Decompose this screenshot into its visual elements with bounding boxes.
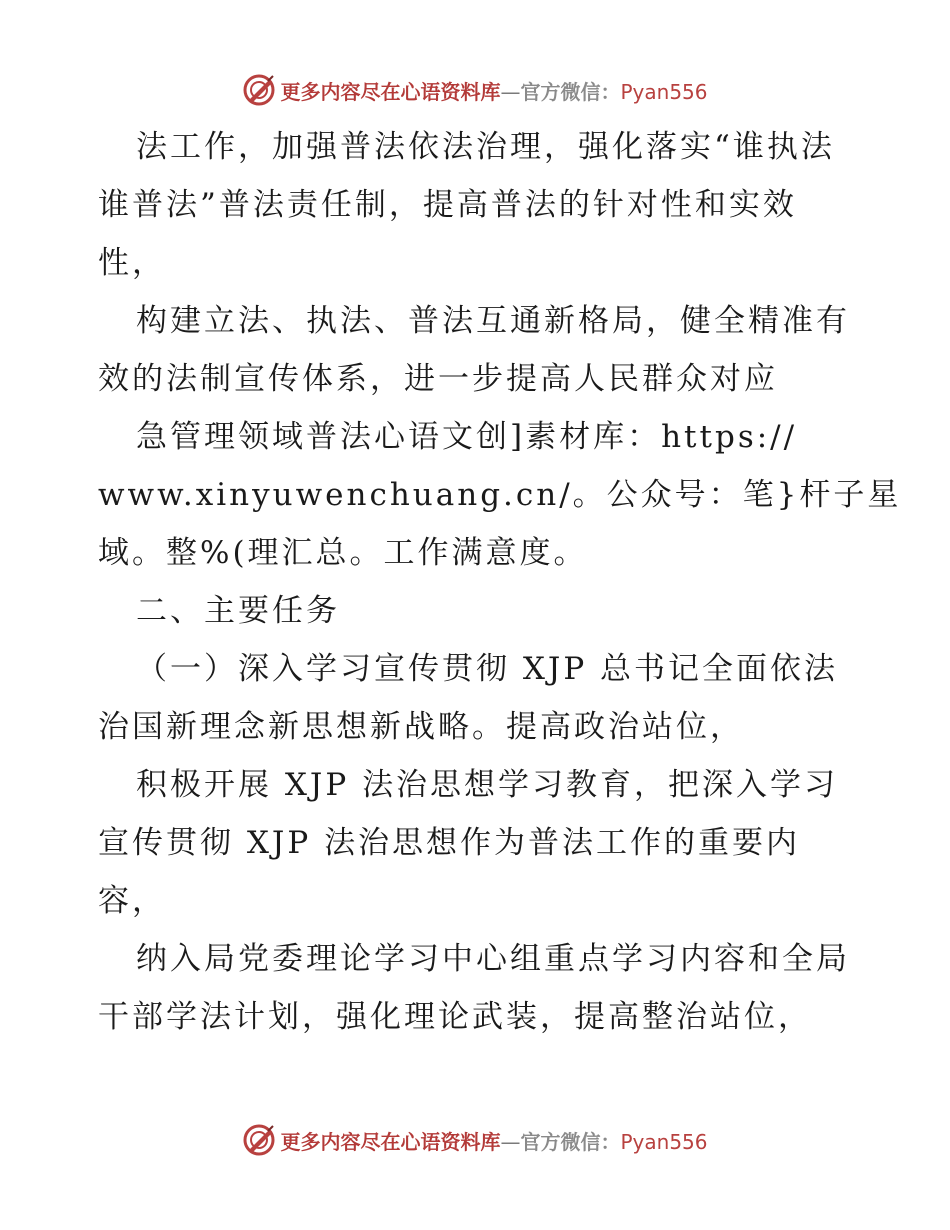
body-line: 积极开展 XJP 法治思想学习教育，把深入学习 [136,767,839,803]
pen-logo-icon [242,1123,276,1157]
body-line: 法工作，加强普法依法治理，强化落实“谁执法 [136,129,835,165]
body-line: 构建立法、执法、普法互通新格局，健全精准有 [136,303,850,339]
footer-banner [0,1120,950,1160]
body-line: www.xinyuwenchuang.cn/。公众号：笔}杆子星 [98,477,902,513]
document-body [98,118,902,1046]
footer-banner-text [280,1126,707,1155]
body-line: 性， [98,245,166,281]
header-banner [0,70,950,110]
body-line: 干部学法计划，强化理论武装，提高整治站位， [98,999,812,1035]
header-contact-label: 官方微信： [520,79,621,104]
header-wechat-id: Pyan556 [620,79,708,104]
body-line: 谁普法”普法责任制，提高普法的针对性和实效 [98,187,797,223]
body-line: 急管理领域普法心语文创]素材库：https:// [136,419,798,455]
footer-brand: 更多内容尽在心语资料库 [280,1129,501,1154]
header-dash: — [500,79,521,104]
section-heading: 二、主要任务 [136,593,340,629]
footer-contact-label: 官方微信： [520,1129,621,1154]
footer-wechat-id: Pyan556 [620,1129,708,1154]
body-line: 容， [98,883,166,919]
body-line: 效的法制宣传体系，进一步提高人民群众对应 [98,361,778,397]
subsection-heading: （一）深入学习宣传贯彻 XJP 总书记全面依法 [136,651,839,687]
body-line: 域。整%(理汇总。工作满意度。 [98,535,588,571]
pen-logo-icon [242,73,276,107]
body-line: 宣传贯彻 XJP 法治思想作为普法工作的重要内 [98,825,801,861]
header-banner-text [280,76,707,105]
footer-dash: — [500,1129,521,1154]
body-line: 治国新理念新思想新战略。提高政治站位， [98,709,744,745]
body-line: 纳入局党委理论学习中心组重点学习内容和全局 [136,941,850,977]
header-brand: 更多内容尽在心语资料库 [280,79,501,104]
